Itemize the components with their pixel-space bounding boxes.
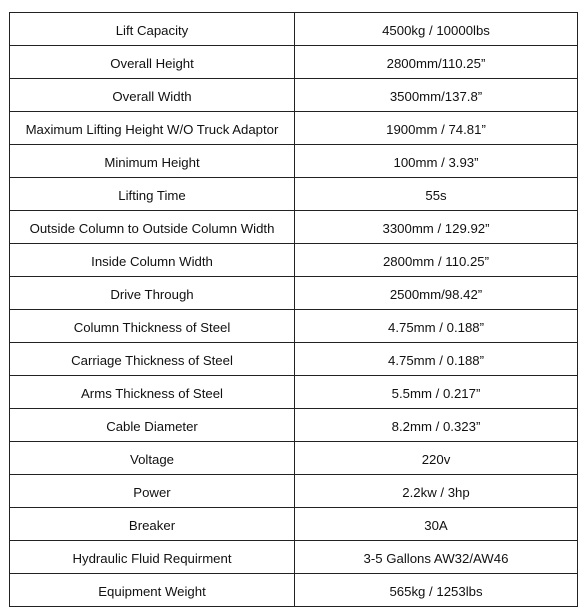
spec-label: Overall Height xyxy=(10,46,295,79)
spec-label: Voltage xyxy=(10,442,295,475)
spec-value: 220v xyxy=(295,442,578,475)
spec-value: 3500mm/137.8” xyxy=(295,79,578,112)
spec-value: 3300mm / 129.92” xyxy=(295,211,578,244)
spec-label: Lifting Time xyxy=(10,178,295,211)
spec-label: Breaker xyxy=(10,508,295,541)
table-row xyxy=(10,277,578,310)
spec-value: 4.75mm / 0.188” xyxy=(295,343,578,376)
spec-label: Cable Diameter xyxy=(10,409,295,442)
table-row xyxy=(10,508,578,541)
spec-label: Column Thickness of Steel xyxy=(10,310,295,343)
spec-label: Arms Thickness of Steel xyxy=(10,376,295,409)
table-row xyxy=(10,112,578,145)
table-row xyxy=(10,145,578,178)
table-row xyxy=(10,79,578,112)
spec-value: 8.2mm / 0.323” xyxy=(295,409,578,442)
spec-label: Hydraulic Fluid Requirment xyxy=(10,541,295,574)
spec-value: 1900mm / 74.81” xyxy=(295,112,578,145)
spec-value: 5.5mm / 0.217” xyxy=(295,376,578,409)
table-row xyxy=(10,343,578,376)
spec-value: 2800mm/110.25” xyxy=(295,46,578,79)
table-row xyxy=(10,244,578,277)
spec-label: Carriage Thickness of Steel xyxy=(10,343,295,376)
table-row xyxy=(10,409,578,442)
table-row xyxy=(10,310,578,343)
table-row xyxy=(10,13,578,46)
spec-label: Minimum Height xyxy=(10,145,295,178)
spec-value: 55s xyxy=(295,178,578,211)
spec-label: Lift Capacity xyxy=(10,13,295,46)
table-row xyxy=(10,46,578,79)
spec-value: 2500mm/98.42” xyxy=(295,277,578,310)
spec-label: Drive Through xyxy=(10,277,295,310)
spec-label: Power xyxy=(10,475,295,508)
spec-label: Equipment Weight xyxy=(10,574,295,607)
spec-label: Maximum Lifting Height W/O Truck Adaptor xyxy=(10,112,295,145)
table-row xyxy=(10,442,578,475)
spec-label: Outside Column to Outside Column Width xyxy=(10,211,295,244)
spec-value: 4.75mm / 0.188” xyxy=(295,310,578,343)
spec-value: 100mm / 3.93” xyxy=(295,145,578,178)
table-row xyxy=(10,211,578,244)
spec-label: Overall Width xyxy=(10,79,295,112)
spec-value: 2.2kw / 3hp xyxy=(295,475,578,508)
spec-value: 30A xyxy=(295,508,578,541)
spec-label: Inside Column Width xyxy=(10,244,295,277)
spec-value: 4500kg / 10000lbs xyxy=(295,13,578,46)
table-row xyxy=(10,178,578,211)
table-row xyxy=(10,376,578,409)
spec-value: 2800mm / 110.25” xyxy=(295,244,578,277)
spec-value: 3-5 Gallons AW32/AW46 xyxy=(295,541,578,574)
specifications-table-body xyxy=(10,13,578,607)
spec-value: 565kg / 1253lbs xyxy=(295,574,578,607)
table-row xyxy=(10,475,578,508)
table-row xyxy=(10,574,578,607)
table-row xyxy=(10,541,578,574)
specifications-table xyxy=(9,12,578,607)
